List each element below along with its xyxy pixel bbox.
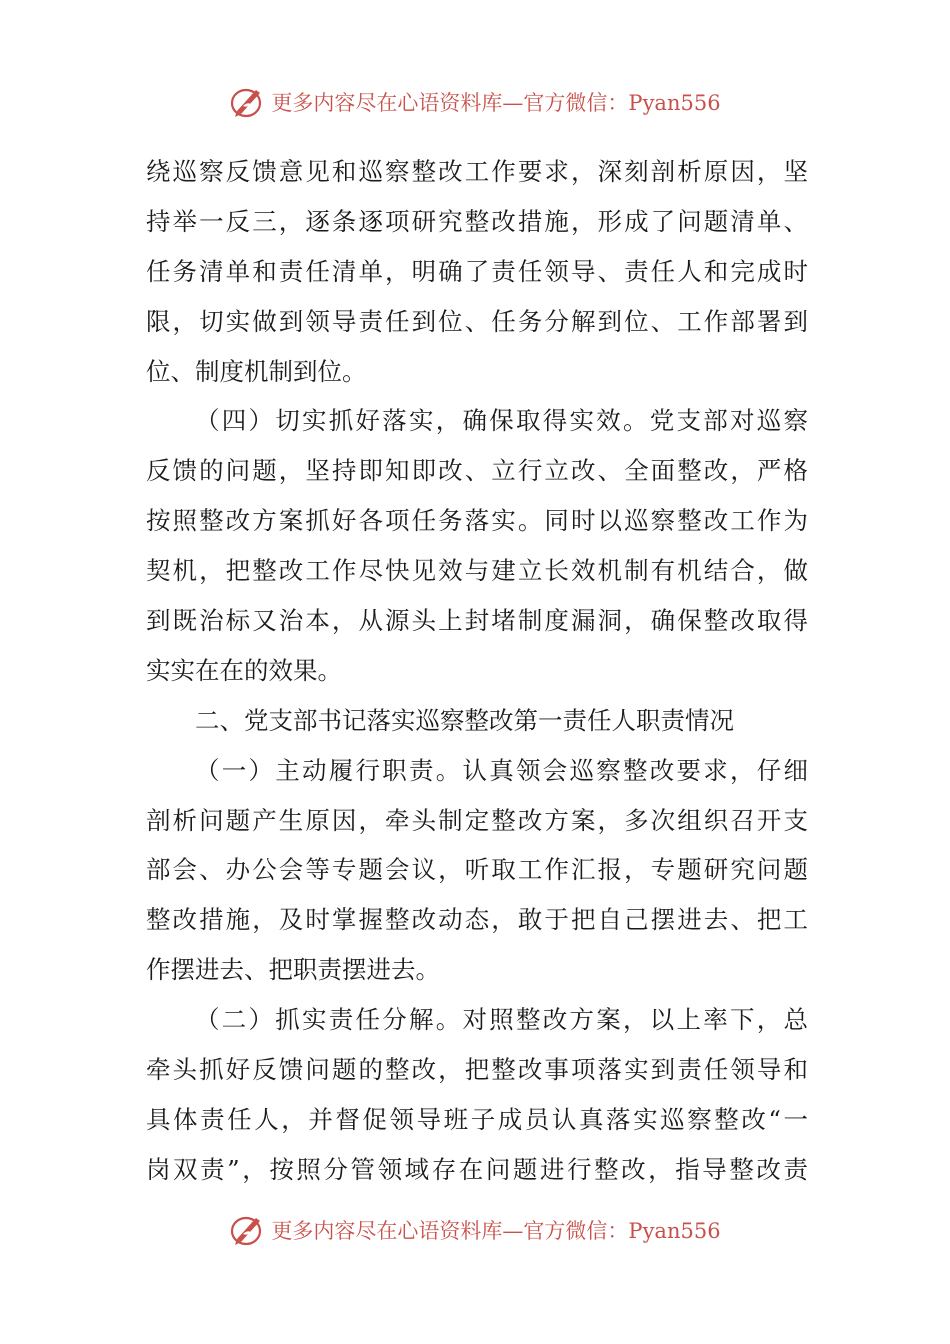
text-line: 契机，把整改工作尽快见效与建立长效机制有机结合，做 (146, 556, 808, 586)
footer-banner (0, 1210, 950, 1250)
text-line: （二）抓实责任分解。对照整改方案，以上率下，总 (195, 1005, 808, 1035)
pen-logo-icon (229, 84, 267, 120)
header-banner-text: 更多内容尽在心语资料库—官方微信：Pyan556 (271, 91, 721, 115)
text-line: 到既治标又治本，从源头上封堵制度漏洞，确保整改取得 (146, 606, 808, 636)
text-line: 位、制度机制到位。 (146, 356, 367, 386)
section-heading: 二、党支部书记落实巡察整改第一责任人职责情况 (195, 705, 734, 735)
text-line: 绕巡察反馈意见和巡察整改工作要求，深刻剖析原因，坚 (146, 157, 808, 186)
text-line: （一）主动履行职责。认真领会巡察整改要求，仔细 (195, 755, 808, 785)
text-line: 实实在在的效果。 (146, 655, 342, 685)
text-line: 作摆进去、把职责摆进去。 (146, 955, 440, 985)
text-line: 整改措施，及时掌握整改动态，敢于把自己摆进去、把工 (146, 905, 808, 935)
text-line: 按照整改方案抓好各项任务落实。同时以巡察整改工作为 (146, 506, 808, 536)
text-line: 剖析问题产生原因，牵头制定整改方案，多次组织召开支 (146, 805, 808, 835)
text-line: 任务清单和责任清单，明确了责任领导、责任人和完成时 (146, 256, 808, 286)
text-line: 牵头抓好反馈问题的整改，把整改事项落实到责任领导和 (146, 1055, 808, 1085)
text-line: 岗双责”，按照分管领域存在问题进行整改，指导整改责 (146, 1154, 808, 1184)
document-body (146, 147, 808, 1195)
text-line: 反馈的问题，坚持即知即改、立行立改、全面整改，严格 (146, 456, 808, 486)
text-line: 部会、办公会等专题会议，听取工作汇报，专题研究问题 (146, 855, 808, 885)
text-line: 持举一反三，逐条逐项研究整改措施，形成了问题清单、 (146, 206, 808, 236)
footer-banner-text: 更多内容尽在心语资料库—官方微信：Pyan556 (271, 1219, 721, 1243)
text-line: 限，切实做到领导责任到位、任务分解到位、工作部署到 (146, 306, 808, 336)
header-banner (0, 82, 950, 122)
pen-logo-icon (229, 1212, 267, 1248)
text-line: （四）切实抓好落实，确保取得实效。党支部对巡察 (195, 406, 808, 436)
text-line: 具体责任人，并督促领导班子成员认真落实巡察整改“一 (146, 1104, 808, 1134)
